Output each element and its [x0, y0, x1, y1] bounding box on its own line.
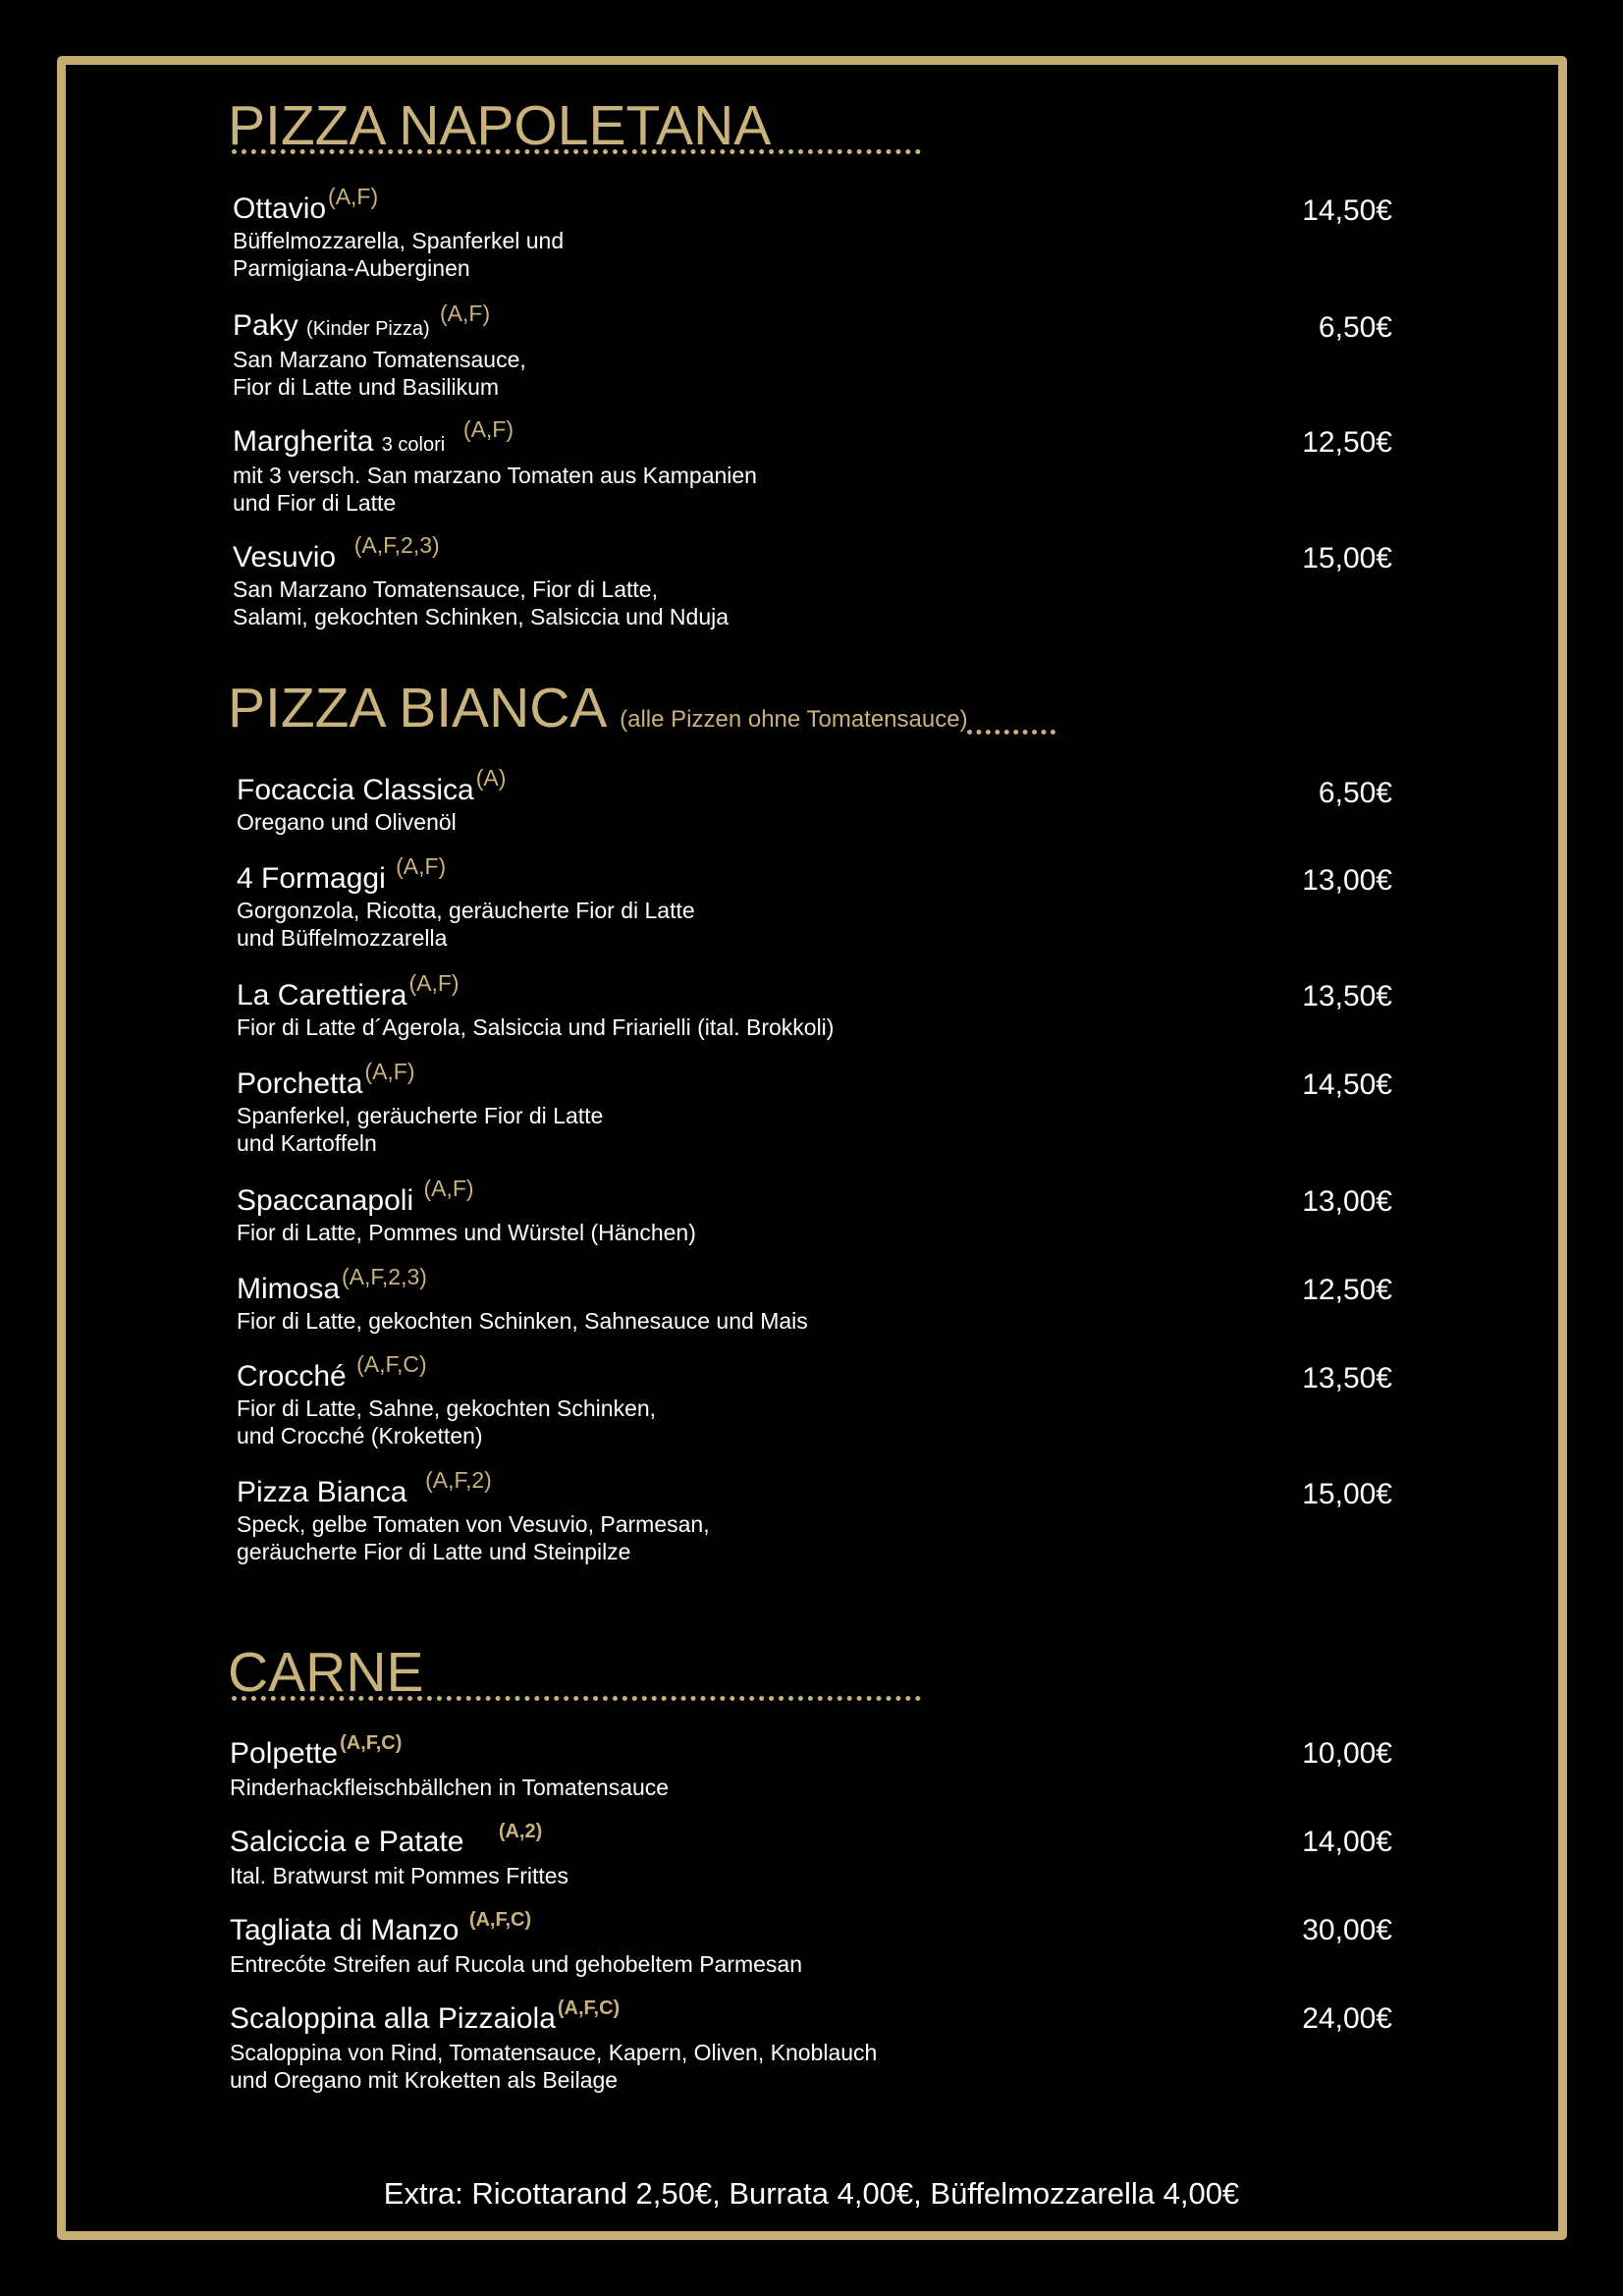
item-description: San Marzano Tomatensauce, Fior di Latte und Basilikum [233, 347, 526, 400]
allergen-tag: (A,F,C) [557, 1997, 621, 2019]
menu-item [230, 1909, 1408, 1978]
item-price: 6,50€ [1318, 311, 1392, 344]
menu-item [230, 1821, 1408, 1889]
allergen-tag: (A,F,2,3) [342, 1264, 427, 1289]
item-name: Paky [233, 309, 298, 342]
item-note: 3 colori [381, 434, 446, 456]
menu-item [237, 1175, 1415, 1246]
item-name: Tagliata di Manzo [230, 1914, 460, 1946]
item-name: Porchetta [237, 1067, 363, 1100]
item-description: Oregano und Olivenöl [237, 809, 457, 835]
item-price: 30,00€ [1302, 1914, 1392, 1946]
allergen-tag: (A,F) [423, 1175, 474, 1201]
title-dotted-rule [232, 1696, 921, 1701]
item-name: 4 Formaggi [237, 862, 386, 895]
item-name: Vesuvio [233, 541, 337, 574]
item-price: 14,50€ [1302, 1068, 1392, 1101]
item-name: Focaccia Classica [237, 774, 474, 806]
item-description: Scaloppina von Rind, Tomatensauce, Kapern, Oliven, Knoblauch und Oregano mit Kroketten als Beilage [230, 2040, 878, 2093]
allergen-tag: (A,F) [396, 853, 447, 879]
menu-item [237, 765, 1415, 836]
item-price: 10,00€ [1302, 1737, 1392, 1770]
allergen-tag: (A,F) [440, 301, 491, 326]
item-description: Fior di Latte, Sahne, gekochten Schinken, und Crocché (Kroketten) [237, 1395, 657, 1449]
menu-item [237, 970, 1415, 1041]
item-description: Fior di Latte, gekochten Schinken, Sahnesauce und Mais [237, 1308, 808, 1334]
item-name: Pizza Bianca [237, 1476, 407, 1508]
title-dotted-rule [967, 730, 1055, 735]
item-description: Büffelmozzarella, Spanferkel und Parmigiana-Auberginen [233, 228, 565, 281]
item-price: 12,50€ [1302, 426, 1392, 459]
item-price: 6,50€ [1318, 777, 1392, 809]
item-name: Scaloppina alla Pizzaiola [230, 2002, 556, 2035]
item-description: Speck, gelbe Tomaten von Vesuvio, Parmesan, geräucherte Fior di Latte und Steinpilze [237, 1511, 710, 1564]
menu-item [237, 1467, 1415, 1565]
item-description: Spanferkel, geräucherte Fior di Latte und Kartoffeln [237, 1103, 604, 1156]
item-price: 14,00€ [1302, 1826, 1392, 1858]
item-description: San Marzano Tomatensauce, Fior di Latte, Salami, gekochten Schinken, Salsiccia und Nduja [233, 576, 730, 629]
item-description: Gorgonzola, Ricotta, geräucherte Fior di Latte und Büffelmozzarella [237, 898, 695, 951]
item-price: 13,00€ [1302, 864, 1392, 897]
item-name: Spaccanapoli [237, 1184, 414, 1217]
item-description: Fior di Latte d´Agerola, Salsiccia und Friarielli (ital. Brokkoli) [237, 1014, 835, 1040]
allergen-tag: (A,F) [328, 184, 379, 209]
allergen-tag: (A) [475, 765, 507, 791]
item-description: Ital. Bratwurst mit Pommes Frittes [230, 1863, 569, 1888]
title-dotted-rule [232, 149, 921, 154]
item-description: mit 3 versch. San marzano Tomaten aus Kampanien und Fior di Latte [233, 463, 757, 516]
item-description: Rinderhackfleischbällchen in Tomatensauce [230, 1775, 670, 1800]
item-note: (Kinder Pizza) [306, 318, 430, 340]
section-title-text: PIZZA BIANCA [228, 677, 605, 739]
item-price: 15,00€ [1302, 1478, 1392, 1510]
allergen-tag: (A,F,C) [356, 1351, 427, 1377]
menu-item [233, 301, 1411, 401]
menu-item [233, 532, 1411, 630]
allergen-tag: (A,F,C) [468, 1909, 532, 1931]
item-name: Ottavio [233, 192, 327, 225]
item-name: La Carettiera [237, 979, 407, 1011]
allergen-tag: (A,2) [498, 1821, 543, 1842]
item-description: Entrecóte Streifen auf Rucola und gehobeltem Parmesan [230, 1951, 803, 1977]
section-title-carne: CARNE [228, 1641, 424, 1704]
item-name: Margherita [233, 425, 374, 458]
item-description: Fior di Latte, Pommes und Würstel (Hänchen) [237, 1220, 696, 1245]
menu-item [233, 416, 1411, 517]
item-price: 13,50€ [1302, 1362, 1392, 1394]
item-name: Polpette [230, 1737, 339, 1770]
allergen-tag: (A,F,2) [425, 1467, 492, 1493]
allergen-tag: (A,F,C) [340, 1732, 403, 1754]
item-name: Crocché [237, 1360, 347, 1393]
item-price: 13,00€ [1302, 1185, 1392, 1218]
menu-item [237, 1059, 1415, 1157]
item-name: Salciccia e Patate [230, 1826, 464, 1858]
allergen-tag: (A,F) [462, 416, 514, 442]
item-price: 24,00€ [1302, 2002, 1392, 2035]
item-price: 14,50€ [1302, 194, 1392, 227]
allergen-tag: (A,F,2,3) [353, 532, 440, 558]
item-price: 15,00€ [1302, 542, 1392, 574]
item-name: Mimosa [237, 1273, 341, 1305]
menu-item [237, 1264, 1415, 1335]
allergen-tag: (A,F) [408, 970, 460, 996]
menu-item [237, 1351, 1415, 1449]
extras-footer: Extra: Ricottarand 2,50€, Burrata 4,00€, Büffelmozzarella 4,00€ [383, 2176, 1240, 2211]
section-title-bianca [228, 677, 968, 739]
section-subtitle: (alle Pizzen ohne Tomatensauce) [620, 706, 968, 733]
menu-item [237, 853, 1415, 952]
item-price: 13,50€ [1302, 980, 1392, 1012]
menu-item [230, 1732, 1408, 1801]
menu-item [233, 184, 1411, 282]
allergen-tag: (A,F) [364, 1059, 415, 1084]
menu-item [230, 1997, 1408, 2094]
section-title-napoletana: PIZZA NAPOLETANA [228, 94, 772, 157]
item-price: 12,50€ [1302, 1274, 1392, 1306]
